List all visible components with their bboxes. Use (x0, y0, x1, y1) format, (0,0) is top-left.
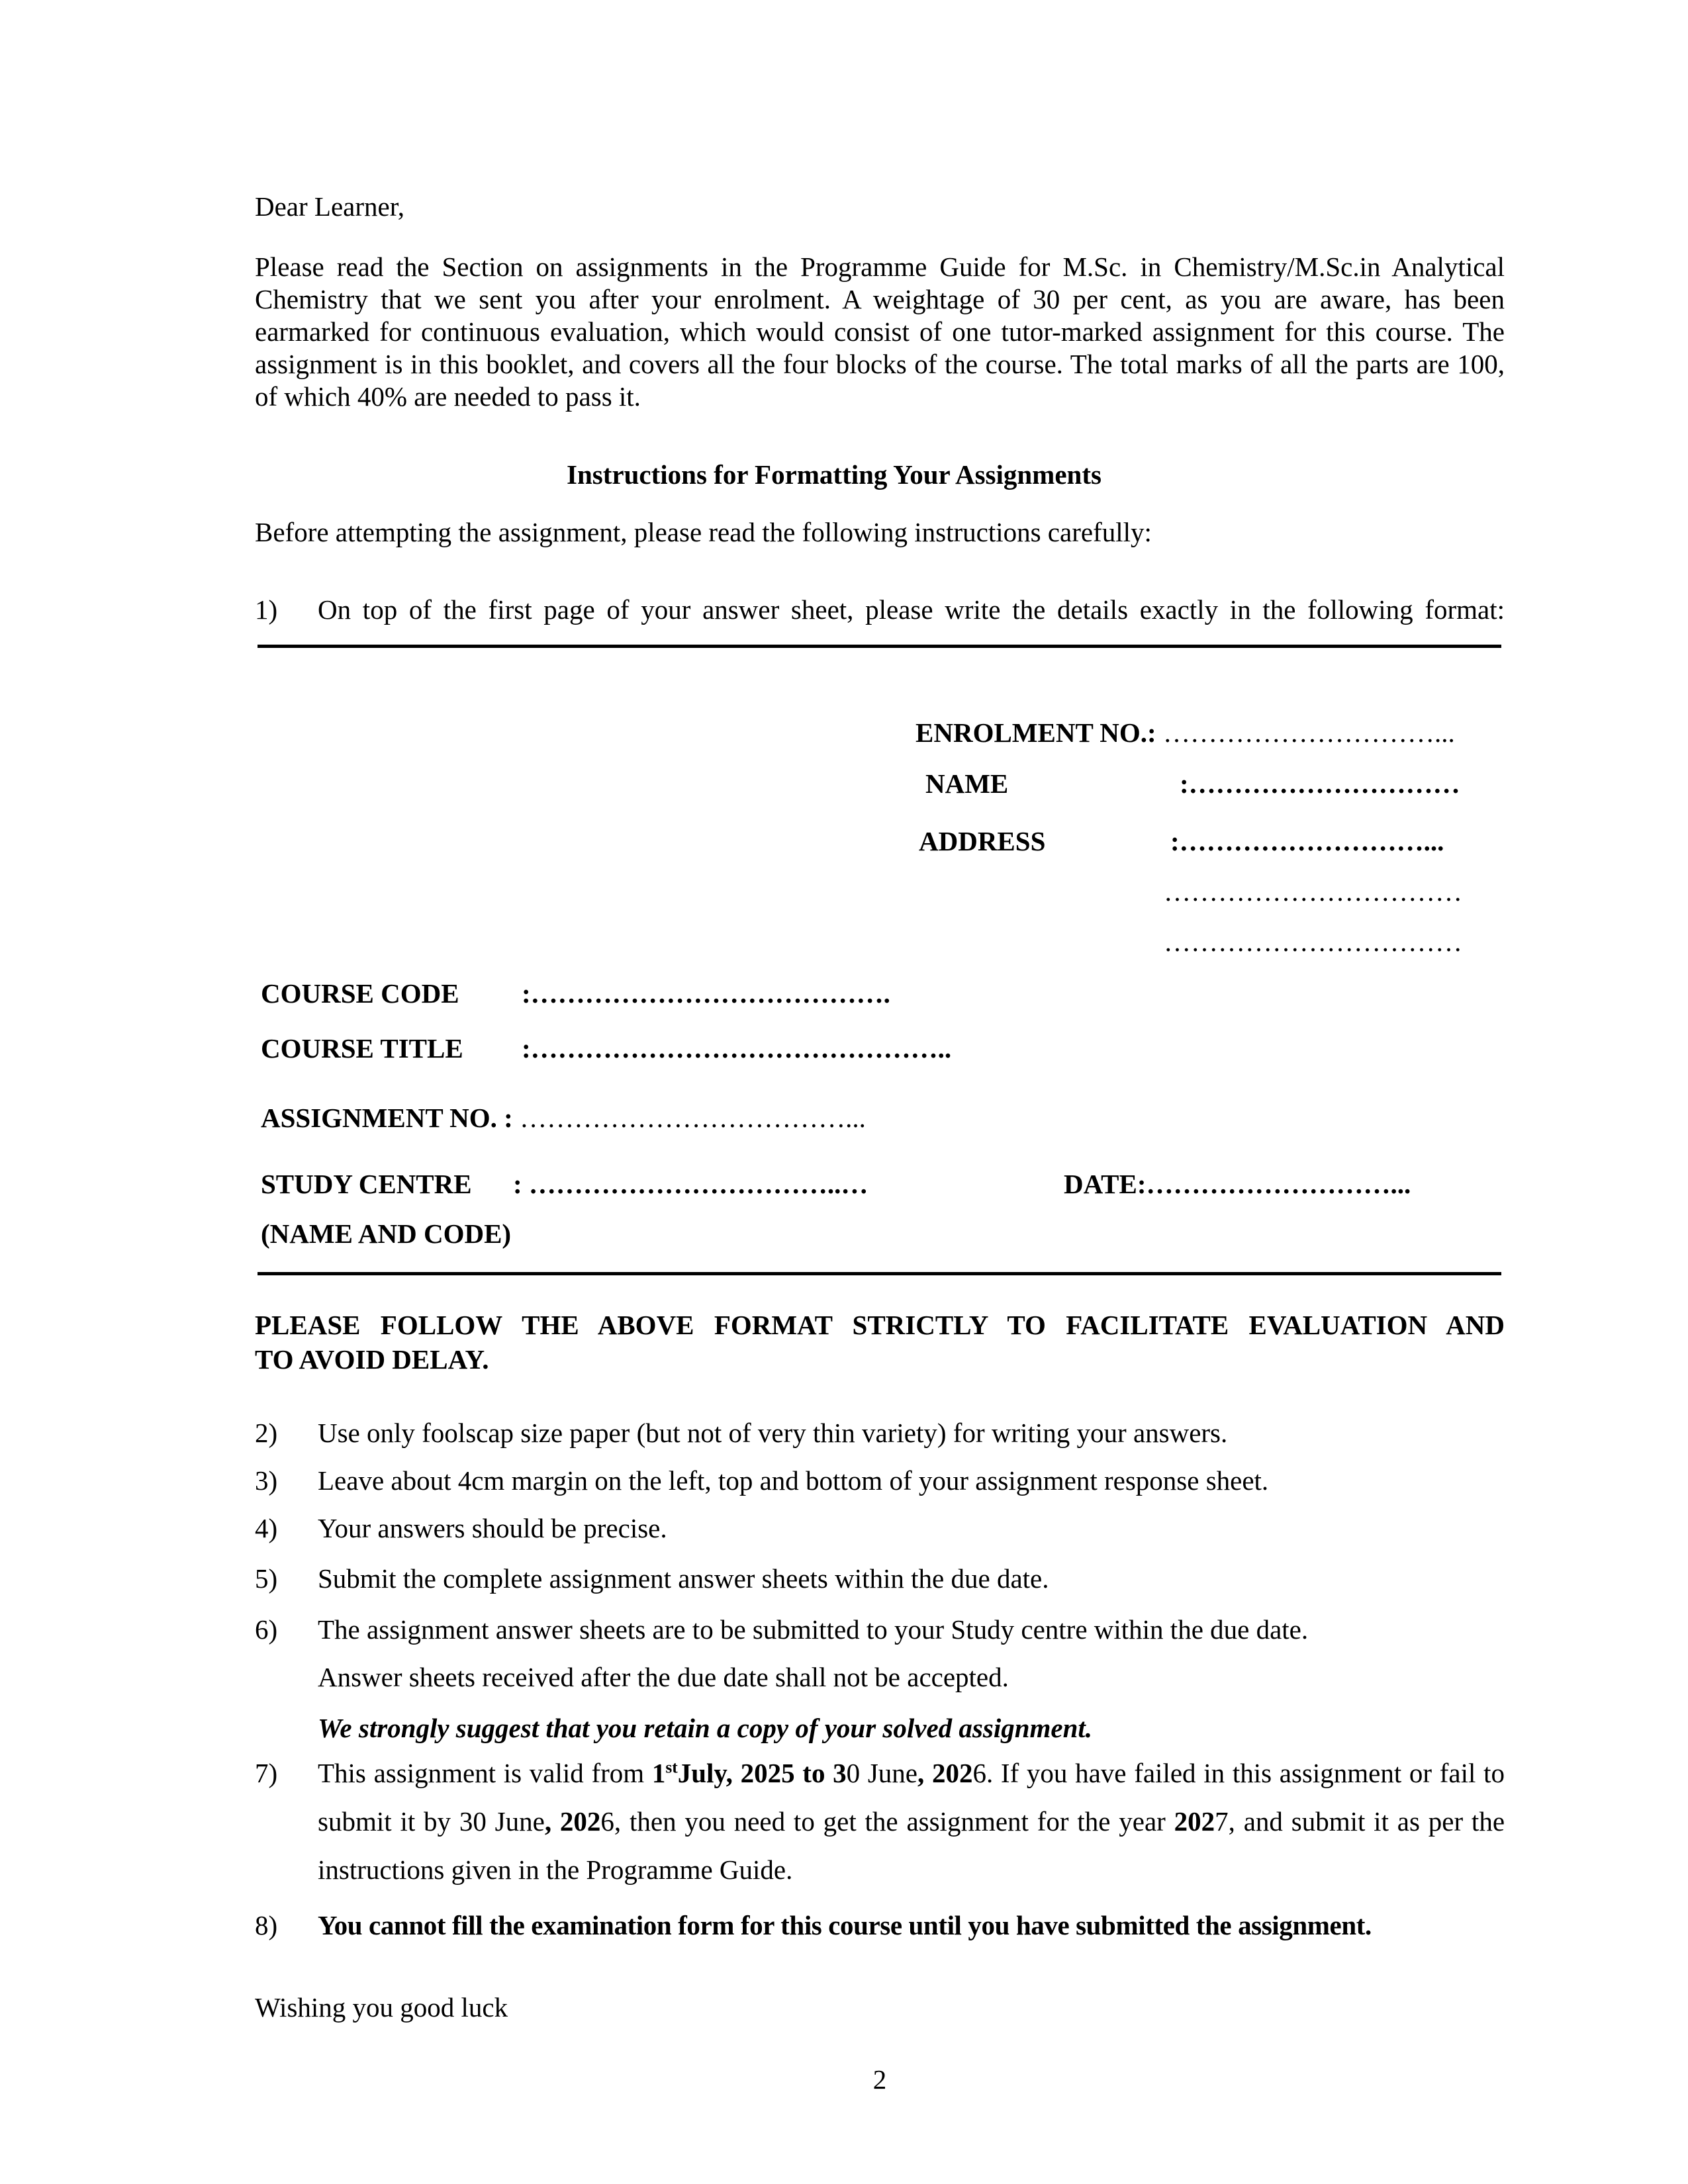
address-dotted-line-2: …………………………… (1164, 876, 1462, 907)
item-number: 3) (255, 1465, 278, 1496)
instruction-item-4 (255, 1512, 1505, 1545)
course-code-dotted-line: :…………………………………. (522, 978, 890, 1009)
intro-paragraph: Please read the Section on assignments in the Programme Guide for M.Sc. in Chemistry/M.Sc.in Analytical Chemistry that we sent you after your enrolment. A weightage of 30 per cent, as you are aware, has been earmarked for continuous evaluation, which would consist of one tutor-marked assignment for this course. The assignment is in this booklet, and covers all the four blocks of the course. The total marks of all the parts are 100, of which 40% are needed to pass it. (255, 251, 1505, 412)
assignment-no-field (261, 1102, 866, 1134)
name-dotted-line: :………………………… (1180, 768, 1460, 799)
page-number: 2 (872, 2064, 887, 2095)
item-text: The assignment answer sheets are to be submitted to your Study centre within the due date. (318, 1614, 1309, 1645)
format-divider-top (258, 645, 1501, 648)
item-text: You cannot fill the examination form for this course until you have submitted the assignment. (318, 1910, 1372, 1940)
address-field (919, 825, 1444, 858)
study-centre-dotted-line: : ……………………………..… (513, 1169, 868, 1199)
course-title-dotted-line: :……………………………………….. (522, 1033, 952, 1064)
answer-sheets-note: Answer sheets received after the due date shall not be accepted. (318, 1662, 1009, 1692)
format-notice (255, 1308, 1505, 1377)
course-title-label: COURSE TITLE (261, 1033, 463, 1064)
instruction-item-7 (255, 1749, 1505, 1894)
instruction-item-6 (255, 1614, 1505, 1646)
retain-copy-note: We strongly suggest that you retain a copy of your solved assignment. (318, 1713, 1093, 1743)
enrolment-no-field (915, 717, 1455, 749)
item-number: 2) (255, 1418, 278, 1448)
instruction-item-2 (255, 1417, 1505, 1449)
name-label: NAME (925, 768, 1009, 799)
study-centre-label: STUDY CENTRE (261, 1169, 472, 1199)
date-label: DATE: (1064, 1169, 1147, 1199)
instruction-item-8 (255, 1909, 1526, 1942)
item-text: Leave about 4cm margin on the left, top and bottom of your assignment response sheet. (318, 1465, 1269, 1496)
instruction-item-3 (255, 1465, 1505, 1497)
instruction-item-5 (255, 1563, 1505, 1595)
item-text: Your answers should be precise. (318, 1513, 667, 1543)
instruction-item-1 (255, 594, 1505, 626)
item-text: On top of the first page of your answer sheet, please write the details exactly in the following format: (318, 594, 1505, 625)
enrolment-no-label: ENROLMENT NO.: (915, 717, 1156, 748)
course-code-field (261, 978, 890, 1010)
item-text: Submit the complete assignment answer sheets within the due date. (318, 1563, 1049, 1594)
item-number: 6) (255, 1614, 278, 1645)
address-label: ADDRESS (919, 826, 1046, 856)
item-number: 7) (255, 1758, 278, 1788)
address-dotted-line: :………………………... (1170, 826, 1444, 856)
item-number: 1) (255, 594, 278, 625)
format-divider-bottom (258, 1272, 1501, 1275)
name-field (925, 768, 1460, 800)
section-heading: Instructions for Formatting Your Assignments (567, 459, 1102, 490)
lead-in-text: Before attempting the assignment, please read the following instructions carefully: (255, 517, 1152, 547)
course-code-label: COURSE CODE (261, 978, 459, 1009)
notice-line-1: PLEASE FOLLOW THE ABOVE FORMAT STRICTLY TO FACILITATE EVALUATION AND (255, 1310, 1505, 1340)
salutation: Dear Learner, (255, 191, 404, 222)
item-text: Use only foolscap size paper (but not of very thin variety) for writing your answers. (318, 1418, 1228, 1448)
notice-line-2: TO AVOID DELAY. (255, 1344, 489, 1375)
item-text: This assignment is valid from 1stJuly, 2025 to 30 June, 2026. If you have failed in this assignment or fail to submit it by 30 June, 2026, then you need to get the assignment for the year 2027, and submit it as per the instructions given in the Programme Guide. (318, 1758, 1505, 1885)
study-centre-field (261, 1168, 868, 1201)
address-dotted-line-3: …………………………… (1164, 927, 1462, 957)
item-number: 5) (255, 1563, 278, 1594)
date-field (1064, 1168, 1411, 1201)
item-number: 8) (255, 1910, 278, 1940)
closing-text: Wishing you good luck (255, 1992, 508, 2023)
date-dotted-line: ………………………... (1146, 1169, 1411, 1199)
course-title-field (261, 1032, 951, 1065)
assignment-no-dotted-line: ………………………………... (512, 1103, 866, 1133)
assignment-no-label: ASSIGNMENT NO. : (261, 1103, 513, 1133)
item-number: 4) (255, 1513, 278, 1543)
enrolment-no-dotted-line: …………………………... (1156, 717, 1455, 748)
name-and-code-label: (NAME AND CODE) (261, 1218, 512, 1249)
